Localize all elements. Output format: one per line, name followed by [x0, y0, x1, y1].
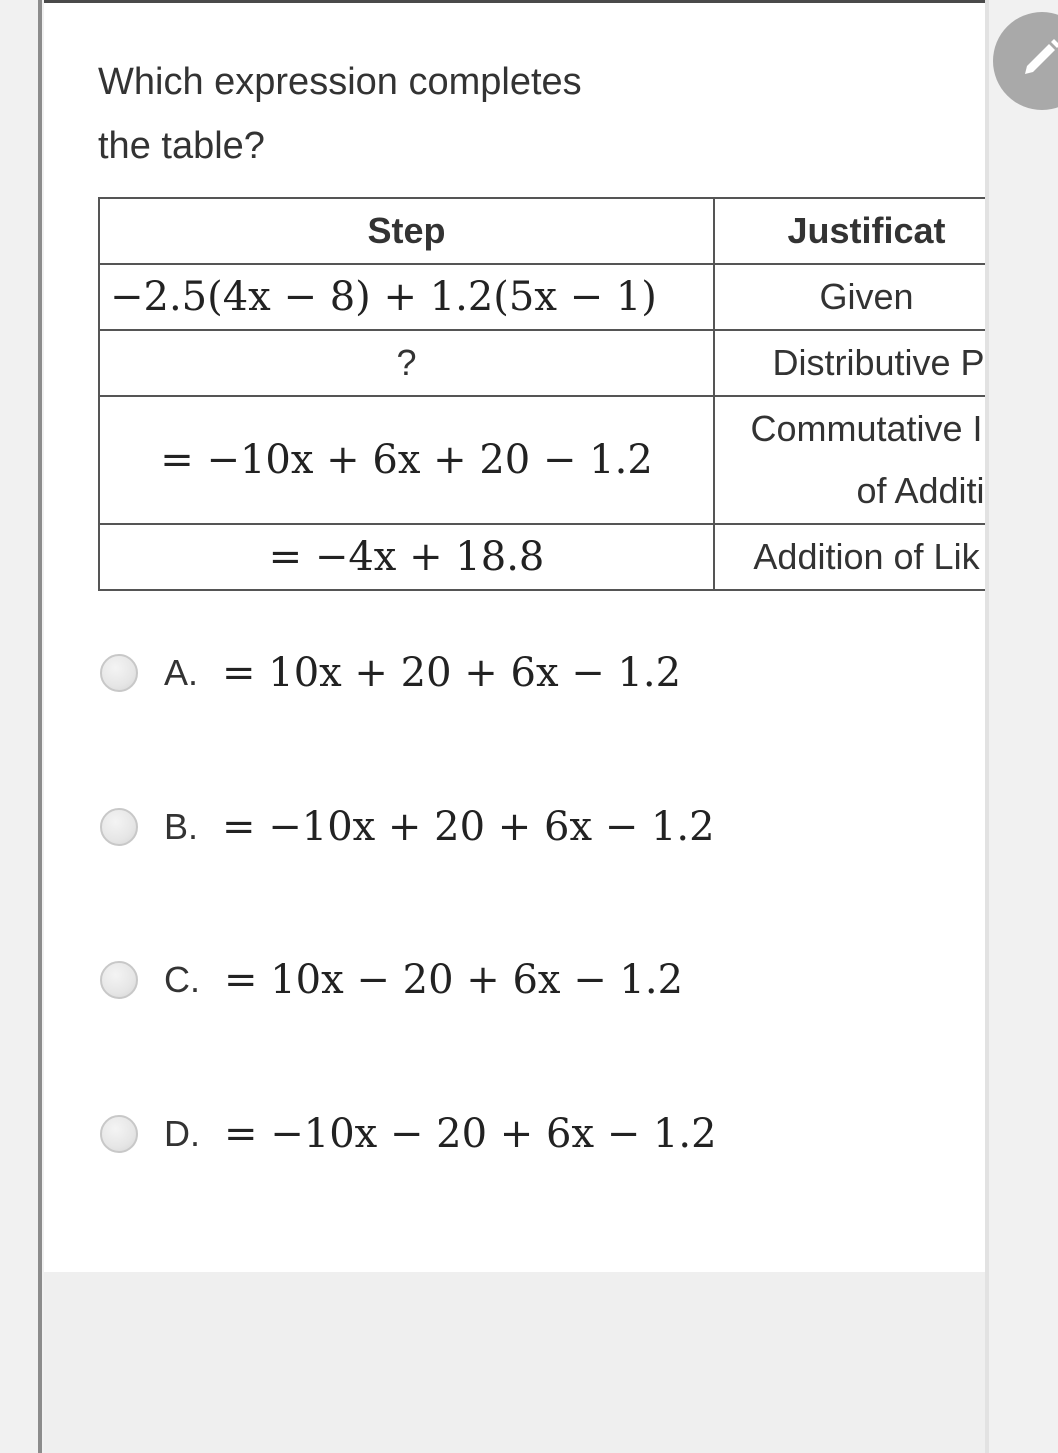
option-expression: = 10x − 20 + 6x − 1.2 [224, 957, 684, 1003]
edit-button[interactable] [993, 12, 1058, 110]
radio-button[interactable] [100, 654, 138, 692]
option-d[interactable] [100, 1104, 980, 1164]
justification-cell [714, 524, 985, 590]
option-expression: = 10x + 20 + 6x − 1.2 [222, 650, 682, 696]
justification-cell [714, 396, 985, 524]
step-cell: = −10x + 6x + 20 − 1.2 [99, 396, 714, 524]
card-right-border [985, 0, 989, 1453]
left-border [38, 0, 42, 1453]
option-letter: D. [164, 1113, 200, 1154]
table-row [99, 396, 985, 524]
step-cell: −2.5(4x − 8) + 1.2(5x − 1) [99, 264, 714, 330]
option-expression: = −10x + 20 + 6x − 1.2 [222, 804, 715, 850]
option-letter: C. [164, 959, 200, 1000]
radio-button[interactable] [100, 808, 138, 846]
option-b[interactable] [100, 797, 980, 857]
radio-button[interactable] [100, 1115, 138, 1153]
header-justification: Justificat [714, 198, 985, 264]
step-cell-unknown: ? [99, 330, 714, 396]
header-step: Step [99, 198, 714, 264]
option-expression: = −10x − 20 + 6x − 1.2 [224, 1111, 717, 1157]
option-letter: A. [164, 652, 199, 693]
table-header-row [99, 198, 985, 264]
steps-table-container [98, 197, 985, 606]
justification-cell [714, 264, 985, 330]
table-row [99, 524, 985, 590]
option-c[interactable] [100, 950, 980, 1010]
question-card [44, 0, 985, 1272]
pencil-icon [1015, 34, 1058, 84]
steps-table [98, 197, 985, 591]
option-a[interactable] [100, 643, 980, 703]
justification-text: Commutative I [750, 408, 983, 449]
background-area [44, 1272, 985, 1453]
table-row [99, 264, 985, 330]
justification-cell [714, 330, 985, 396]
justification-text: Distributive P [772, 342, 985, 383]
justification-text: of Additi [856, 470, 985, 511]
card-top-border [44, 0, 985, 3]
justification-text: Addition of Lik [753, 536, 980, 577]
option-letter: B. [164, 806, 199, 847]
question-text: Which expression completes the table? [98, 61, 582, 167]
justification-text: Given [819, 276, 914, 317]
table-row [99, 330, 985, 396]
step-cell: = −4x + 18.8 [99, 524, 714, 590]
radio-button[interactable] [100, 961, 138, 999]
